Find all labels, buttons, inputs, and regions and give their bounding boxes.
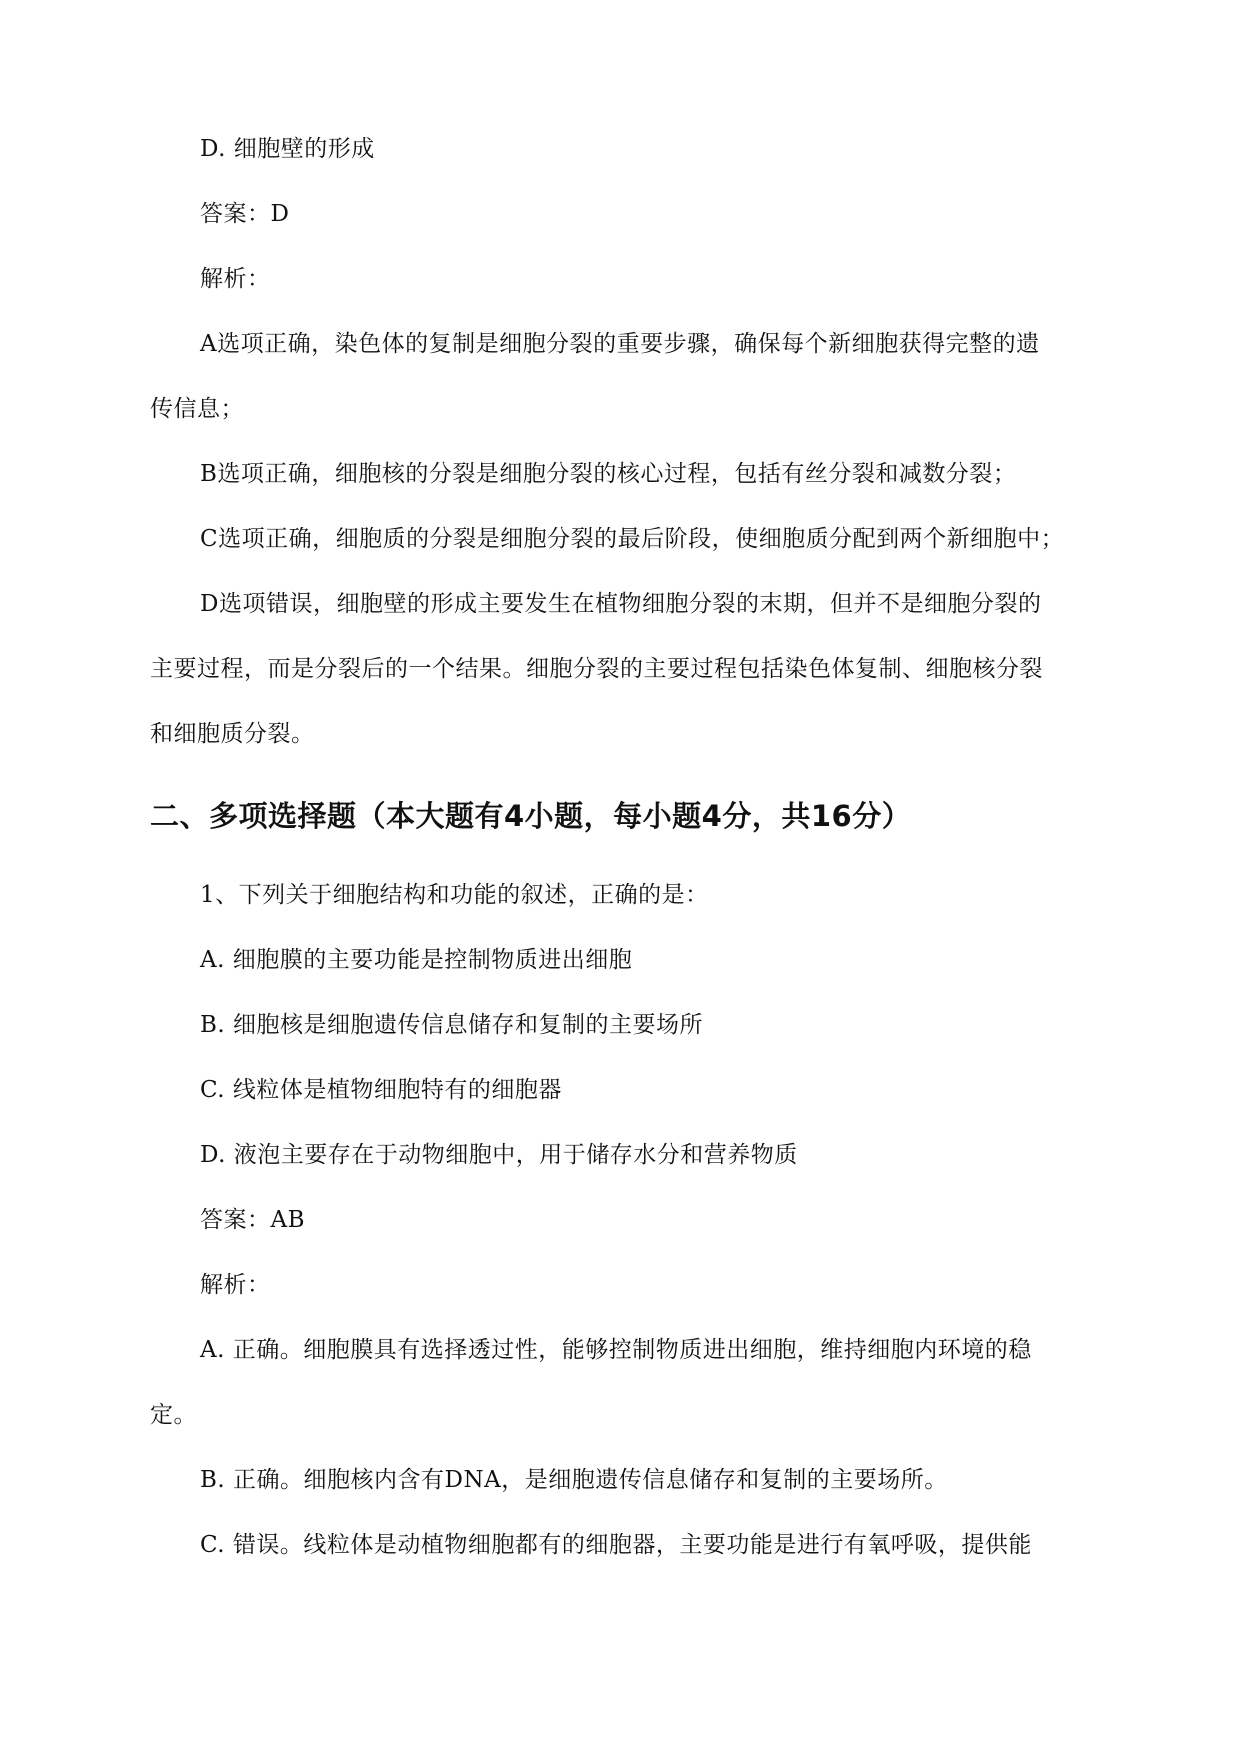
explanation-line: C选项正确，细胞质的分裂是细胞分裂的最后阶段，使细胞质分配到两个新细胞中；	[200, 526, 1065, 552]
option-a-text: A. 细胞膜的主要功能是控制物质进出细胞	[200, 947, 633, 973]
explanation-line: B选项正确，细胞核的分裂是细胞分裂的核心过程，包括有丝分裂和减数分裂；	[200, 461, 1017, 487]
explanation-line: 定。	[150, 1402, 197, 1428]
analysis-label: 解析：	[200, 266, 271, 292]
explanation-line: A. 正确。细胞膜具有选择透过性，能够控制物质进出细胞，维持细胞内环境的稳	[200, 1337, 1032, 1363]
explanation-line: 传信息；	[150, 396, 244, 422]
answer-text: 答案：D	[200, 201, 290, 227]
section-heading: 二、多项选择题（本大题有4小题，每小题4分，共16分）	[150, 799, 912, 833]
option-c-text: C. 线粒体是植物细胞特有的细胞器	[200, 1077, 562, 1103]
question-text: 1、下列关于细胞结构和功能的叙述，正确的是：	[200, 882, 709, 908]
option-d-text: D. 细胞壁的形成	[200, 136, 375, 162]
explanation-line: B. 正确。细胞核内含有DNA，是细胞遗传信息储存和复制的主要场所。	[200, 1467, 948, 1493]
explanation-line: C. 错误。线粒体是动植物细胞都有的细胞器，主要功能是进行有氧呼吸，提供能	[200, 1532, 1032, 1558]
analysis-label: 解析：	[200, 1272, 271, 1298]
explanation-line: 和细胞质分裂。	[150, 721, 315, 747]
answer-text: 答案：AB	[200, 1207, 306, 1233]
option-d-text: D. 液泡主要存在于动物细胞中，用于储存水分和营养物质	[200, 1142, 798, 1168]
explanation-line: D选项错误，细胞壁的形成主要发生在植物细胞分裂的末期，但并不是细胞分裂的	[200, 591, 1042, 617]
explanation-line: 主要过程，而是分裂后的一个结果。细胞分裂的主要过程包括染色体复制、细胞核分裂	[150, 656, 1043, 682]
explanation-line: A选项正确，染色体的复制是细胞分裂的重要步骤，确保每个新细胞获得完整的遗	[200, 331, 1040, 357]
option-b-text: B. 细胞核是细胞遗传信息储存和复制的主要场所	[200, 1012, 704, 1038]
